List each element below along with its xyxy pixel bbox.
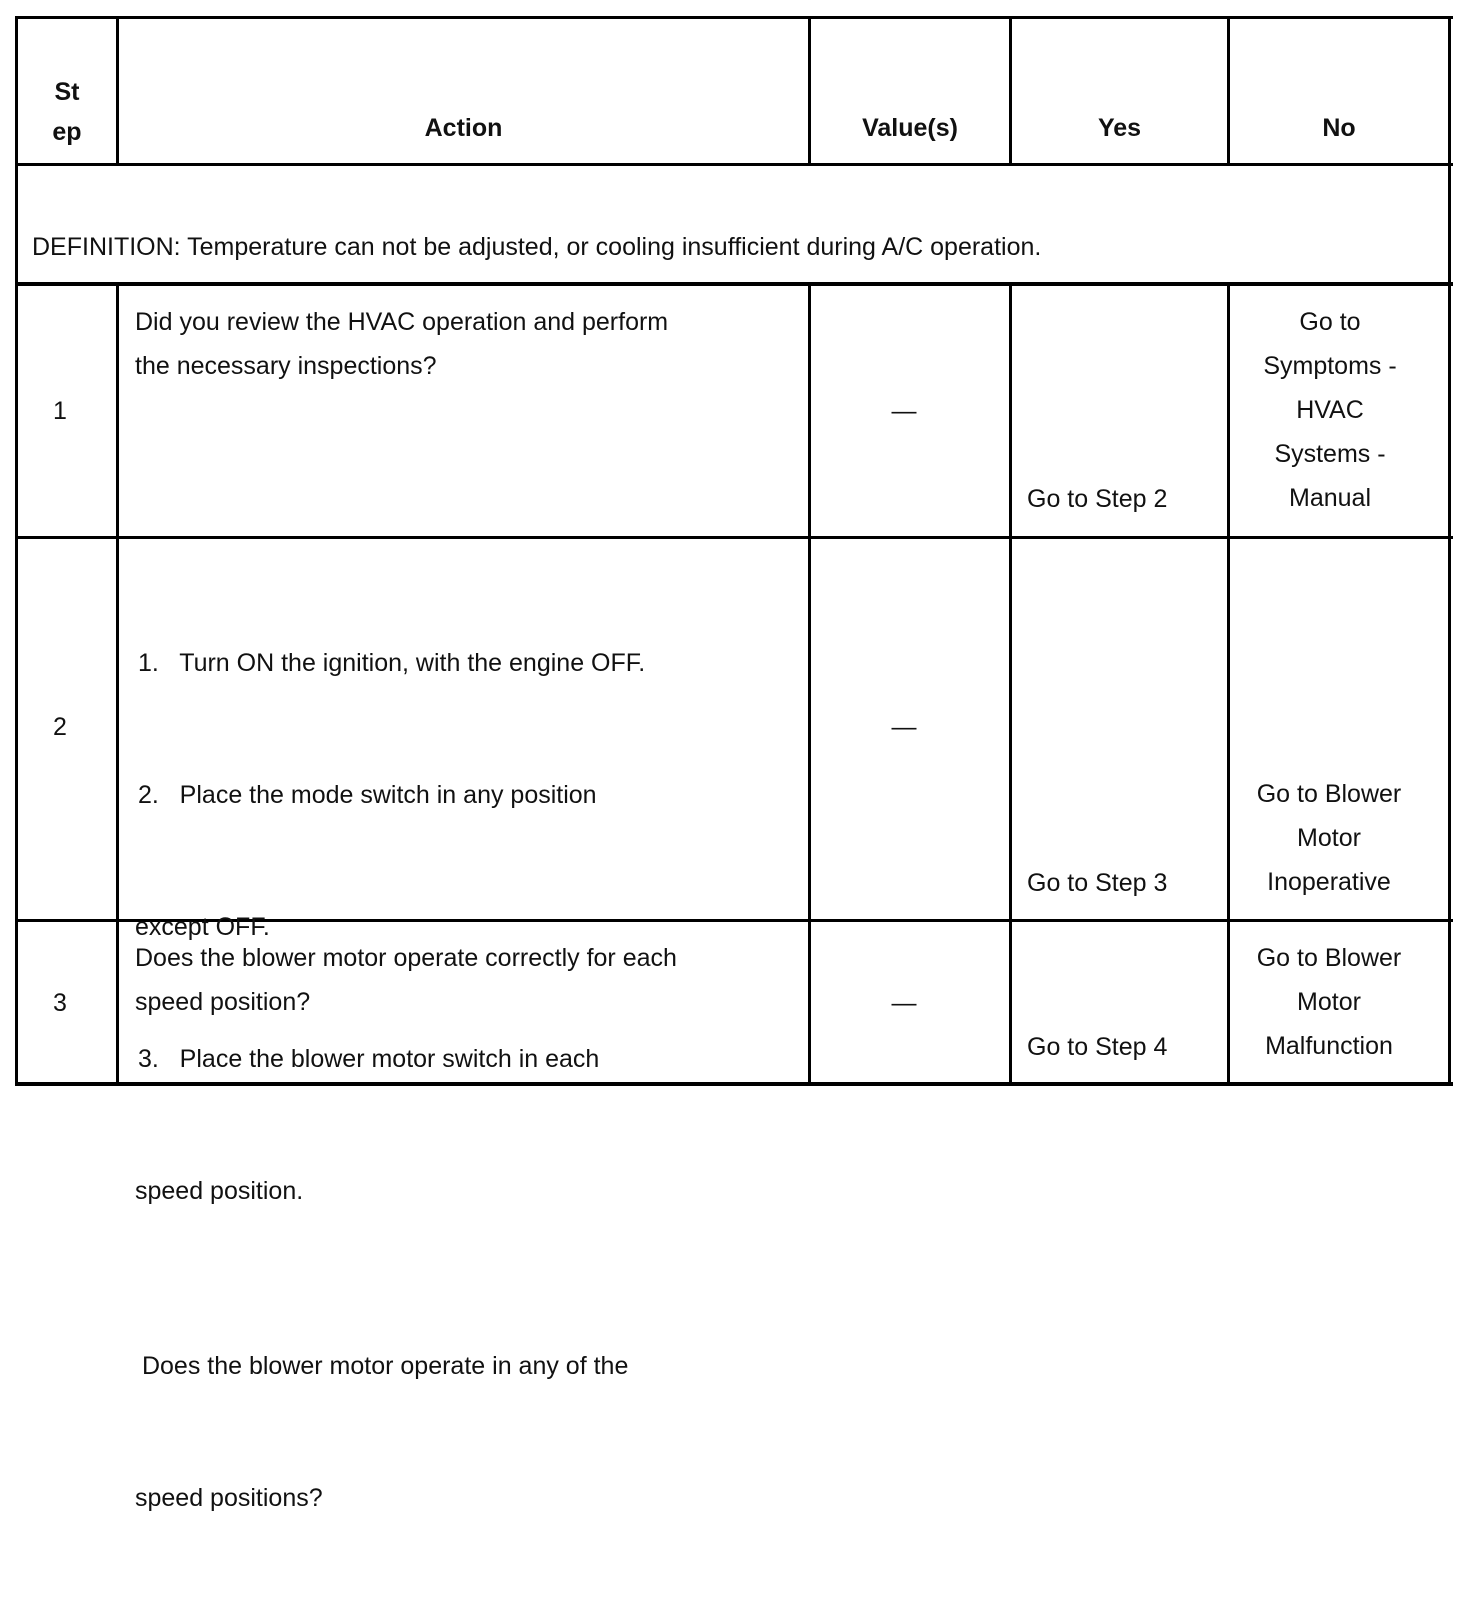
definition-text: DEFINITION: Temperature can not be adjusted, or cooling insufficient during A/C operation.	[32, 233, 1042, 261]
row2-no-line: Motor	[1297, 824, 1361, 852]
row3-yes: Go to Step 4	[1027, 1033, 1168, 1061]
row1-no-line: Symptoms -	[1263, 352, 1397, 380]
row2-action-line: speed position.	[135, 1177, 304, 1205]
row3-no	[1230, 936, 1428, 1068]
row2-action	[135, 553, 805, 1608]
row2-action-line: except OFF.	[135, 913, 270, 941]
row1-no-line: Go to	[1299, 308, 1361, 336]
header-step	[18, 72, 116, 152]
row2-action-line: 2. Place the mode switch in any position	[138, 781, 597, 809]
row2-value: —	[891, 713, 917, 741]
row3-no-line: Go to Blower	[1256, 944, 1402, 972]
header-step-line1: St	[54, 78, 80, 106]
col-divider-step-body	[116, 284, 119, 1086]
row1-step: 1	[53, 397, 67, 425]
table-border-top	[15, 16, 1453, 19]
row2-step: 2	[53, 713, 67, 741]
table-border-right	[1448, 16, 1451, 1086]
row1-no-line: Systems -	[1274, 440, 1386, 468]
header-values: Value(s)	[862, 114, 958, 142]
row2-action-line: 3. Place the blower motor switch in each	[138, 1045, 600, 1073]
row1-value: —	[891, 397, 917, 425]
row3-action	[135, 936, 805, 1024]
row1-divider	[15, 536, 1453, 539]
row1-yes: Go to Step 2	[1027, 485, 1168, 513]
row3-value: —	[891, 989, 917, 1017]
header-yes: Yes	[1097, 114, 1142, 142]
row2-no-line: Inoperative	[1267, 868, 1391, 896]
header-no: No	[1322, 114, 1356, 142]
table-border-left	[15, 16, 18, 1086]
header-divider	[15, 163, 1453, 166]
diagnostic-table	[15, 16, 1453, 1512]
row2-action-line: 1. Turn ON the ignition, with the engine OFF.	[138, 649, 646, 677]
header-step-line2: ep	[52, 118, 82, 146]
row1-action-line: the necessary inspections?	[135, 352, 437, 380]
row1-action	[135, 300, 805, 388]
row2-action-line: Does the blower motor operate in any of the	[135, 1352, 629, 1380]
row1-no	[1230, 300, 1430, 520]
row2-action-line: speed positions?	[135, 1484, 323, 1512]
row3-step: 3	[53, 989, 67, 1017]
row2-yes: Go to Step 3	[1027, 869, 1168, 897]
header-action: Action	[424, 114, 503, 142]
row3-action-line: Does the blower motor operate correctly for each	[135, 944, 677, 972]
row3-no-line: Malfunction	[1265, 1032, 1393, 1060]
definition-divider	[15, 282, 1453, 286]
row1-no-line: Manual	[1289, 484, 1371, 512]
row2-no	[1230, 772, 1428, 904]
col-divider-values-body	[1009, 284, 1012, 1086]
row2-no-line: Go to Blower	[1256, 780, 1402, 808]
row3-no-line: Motor	[1297, 988, 1361, 1016]
row3-action-line: speed position?	[135, 988, 311, 1016]
row1-no-line: HVAC	[1296, 396, 1364, 424]
row1-action-line: Did you review the HVAC operation and perform	[135, 308, 669, 336]
